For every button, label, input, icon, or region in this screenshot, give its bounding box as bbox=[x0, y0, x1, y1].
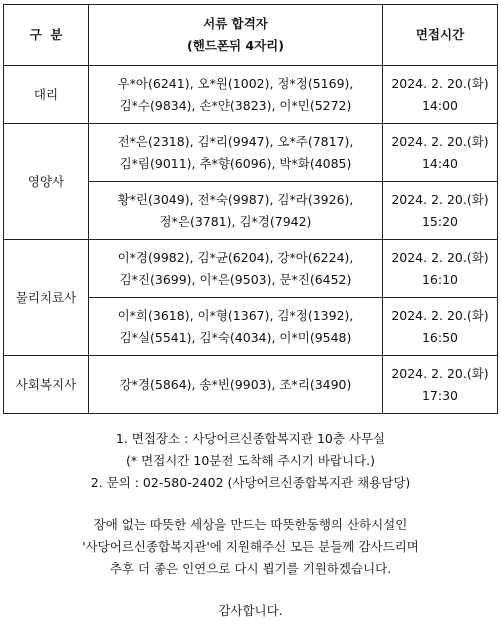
time-cell bbox=[383, 182, 498, 240]
interview-time: 14:00 bbox=[421, 97, 459, 113]
header-applicants bbox=[89, 5, 383, 66]
applicants-line: 정*은(3781), 김*경(7942) bbox=[159, 213, 312, 229]
header-applicants-sub: (핸드폰뒤 4자리) bbox=[187, 38, 284, 53]
applicants-cell bbox=[89, 298, 383, 356]
applicants-line: 이*희(3618), 이*형(1367), 김*정(1392), bbox=[117, 307, 354, 323]
applicants-line: 김*진(3699), 이*은(9503), 문*진(6452) bbox=[119, 271, 352, 287]
interview-time: 16:50 bbox=[421, 329, 459, 345]
interview-time: 16:10 bbox=[421, 271, 459, 287]
table-row bbox=[4, 66, 498, 124]
notice-section bbox=[0, 428, 501, 622]
header-applicants-title: 서류 합격자 bbox=[203, 16, 268, 31]
applicants-cell bbox=[89, 124, 383, 182]
applicants-line: 김*실(5541), 김*숙(4034), 이*미(9548) bbox=[119, 329, 352, 345]
applicants-cell bbox=[89, 240, 383, 298]
interview-time: 14:40 bbox=[421, 155, 459, 171]
header-category: 구 분 bbox=[4, 5, 89, 66]
category-cell: 대리 bbox=[4, 66, 89, 124]
interview-schedule-table bbox=[3, 4, 498, 414]
interview-date: 2024. 2. 20.(화) bbox=[391, 249, 489, 265]
applicants-cell bbox=[89, 66, 383, 124]
applicants-cell bbox=[89, 182, 383, 240]
thanks-line-2: '사당어르신종합복지관'에 지원해주신 모든 분들께 감사드리며 bbox=[82, 539, 419, 554]
interview-date: 2024. 2. 20.(화) bbox=[391, 307, 489, 323]
interview-date: 2024. 2. 20.(화) bbox=[391, 75, 489, 91]
applicants-line: 우*아(6241), 오*원(1002), 정*정(5169), bbox=[117, 75, 354, 91]
time-cell bbox=[383, 124, 498, 182]
category-cell: 영양사 bbox=[4, 124, 89, 240]
interview-date: 2024. 2. 20.(화) bbox=[391, 365, 489, 381]
category-cell: 사회복지사 bbox=[4, 356, 89, 414]
header-interview-time: 면접시간 bbox=[383, 5, 498, 66]
closing-text: 감사합니다. bbox=[218, 603, 283, 618]
contact-note: 2. 문의 : 02-580-2402 (사당어르신종합복지관 채용담당) bbox=[90, 475, 411, 490]
time-cell bbox=[383, 66, 498, 124]
time-cell bbox=[383, 240, 498, 298]
applicants-line: 김*수(9834), 손*얀(3823), 이*민(5272) bbox=[119, 97, 352, 113]
applicants-line: 황*린(3049), 전*숙(9987), 김*라(3926), bbox=[117, 191, 354, 207]
applicants-line: 이*경(9982), 김*균(6204), 강*아(6224), bbox=[117, 249, 354, 265]
thanks-line-1: 장애 없는 따뜻한 세상을 만드는 따뜻한동행의 산하시설인 bbox=[93, 517, 408, 532]
interview-date: 2024. 2. 20.(화) bbox=[391, 133, 489, 149]
time-cell bbox=[383, 356, 498, 414]
applicants-cell bbox=[89, 356, 383, 414]
arrival-note: (* 면접시간 10분전 도착해 주시기 바랍니다.) bbox=[126, 453, 375, 468]
venue-note: 1. 면접장소 : 사당어르신종합복지관 10층 사무실 bbox=[115, 431, 386, 446]
category-cell: 물리치료사 bbox=[4, 240, 89, 356]
table-row bbox=[4, 356, 498, 414]
applicants-line: 김*림(9011), 추*향(6096), 박*화(4085) bbox=[119, 155, 352, 171]
interview-date: 2024. 2. 20.(화) bbox=[391, 191, 489, 207]
thanks-line-3: 추후 더 좋은 인연으로 다시 뵙기를 기원하겠습니다. bbox=[109, 561, 392, 576]
table-row bbox=[4, 124, 498, 182]
table-header-row bbox=[4, 5, 498, 66]
interview-time: 17:30 bbox=[421, 387, 459, 403]
table-row bbox=[4, 240, 498, 298]
interview-time: 15:20 bbox=[421, 213, 459, 229]
applicants-line: 강*경(5864), 송*빈(9903), 조*리(3490) bbox=[119, 376, 352, 392]
applicants-line: 전*은(2318), 김*리(9947), 오*주(7817), bbox=[117, 133, 354, 149]
time-cell bbox=[383, 298, 498, 356]
